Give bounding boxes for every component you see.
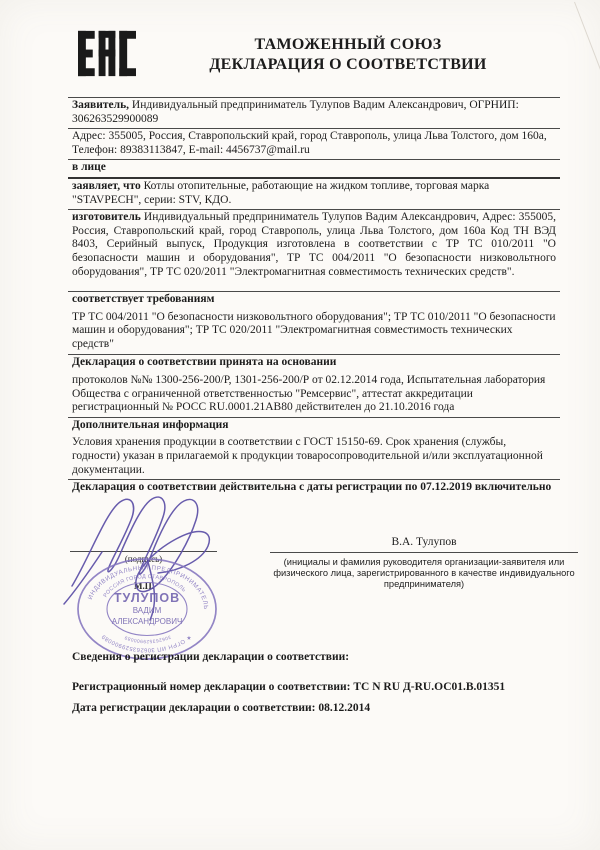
document-title	[136, 35, 560, 75]
complies-header: соответствует требованиям	[72, 293, 215, 306]
scan-crease-artifact	[574, 2, 600, 83]
document-header	[68, 30, 560, 77]
row-manufacturer	[68, 210, 560, 292]
applicant-label: Заявитель,	[72, 99, 130, 111]
stamp-center-surname: ТУЛУПОВ	[113, 591, 181, 605]
head-name-line	[270, 552, 578, 553]
registration-date-line	[72, 702, 370, 716]
eac-conformity-mark-icon	[78, 30, 136, 77]
registration-info-header: Сведения о регистрации декларации о соответствии:	[72, 651, 350, 663]
stamp-inner-bottom-text: 306263529900089	[123, 633, 172, 644]
complies-text: ТР ТС 004/2011 "О безопасности низковольтного оборудования"; ТР ТС 010/2011 "О безопасности машин и оборудования"; ТР ТС 020/2011 "Электромагнитная совместимость технических средств"	[72, 310, 556, 350]
declaration-table	[68, 97, 560, 499]
stamp-place-label: М.П.	[134, 581, 154, 591]
row-basis	[68, 355, 560, 418]
title-line-2: ДЕКЛАРАЦИЯ О СООТВЕТСТВИИ	[209, 56, 487, 73]
registration-number-value: ТС N RU Д-RU.ОС01.В.01351	[353, 681, 506, 693]
stamp-center-firstname: ВАДИМ	[132, 606, 162, 615]
additional-text: Условия хранения продукции в соответствии с ГОСТ 15150-69. Срок хранения (службы, годности) указан в прилагаемой к продукции товаросопроводительной и/или эксплуатационной документации.	[72, 436, 543, 476]
row-in-person	[68, 160, 560, 179]
stamp-outer-bottom-text: ★ ОГРН ИП 306263529900089	[100, 632, 193, 653]
stamp-center-patronymic: АЛЕКСАНДРОВИЧ	[111, 617, 183, 626]
head-name: В.А. Тулупов	[391, 536, 457, 548]
manufacturer-label: изготовитель	[72, 211, 141, 224]
applicant-ogrnip: 306263529900089	[72, 112, 159, 125]
row-applicant	[68, 98, 560, 129]
registration-number-line	[72, 681, 505, 695]
registration-date-value: 08.12.2014	[318, 702, 371, 714]
manufacturer-text: Индивидуальный предприниматель Тулупов Вадим Александрович, Адрес: 355005, Россия, Ставропольский край, город Ставрополь, улица Льва Толстого, дом 160а Код ТН ВЭД 8403, Серийный выпуск, Продукция изготовлена в соответствии с ТР ТС 010/2011 "О безопасности машин и оборудования", ТР ТС 004/2011 "О безопасности низковольтного оборудования", ТР ТС 020/2011 "Электромагнитная совместимость технических средств".	[72, 211, 556, 278]
signature-caption: (подпись)	[124, 554, 163, 564]
basis-text: протоколов №№ 1300-256-200/Р, 1301-256-200/Р от 02.12.2014 года, Испытательная лаборатория Общества с ограниченной ответственностью "Ремсервис", аттестат аккредитации регистрационный № РОСС RU.0001.21АВ80 действителен до 21.10.2016 года	[72, 374, 546, 414]
declares-label: заявляет, что	[72, 179, 141, 192]
in-person-label: в лице	[72, 161, 106, 174]
registration-number-label: Регистрационный номер декларации о соответствии:	[72, 681, 351, 693]
applicant-text: Индивидуальный предприниматель Тулупов Вадим Александрович, ОГРНИП:	[131, 99, 519, 111]
registration-date-label: Дата регистрации декларации о соответствии:	[72, 702, 316, 714]
row-additional-info	[68, 418, 560, 480]
stamp-inner-top-text: РОССИЯ ГОРОД СТАВРОПОЛЬ	[102, 573, 187, 599]
row-address	[68, 129, 560, 160]
stamp-outer-top-text: ИНДИВИДУАЛЬНЫЙ ПРЕДПРИНИМАТЕЛЬ	[86, 564, 210, 611]
round-stamp	[74, 556, 220, 662]
address-text: Адрес: 355005, Россия, Ставропольский край, город Ставрополь, улица Льва Толстого, дом 160а, Телефон: 89383113847, E-mail: 4456737@mail.ru	[72, 130, 547, 156]
title-line-1: ТАМОЖЕННЫЙ СОЮЗ	[254, 36, 442, 53]
row-declares	[68, 179, 560, 210]
declares-text: Котлы отопительные, работающие на жидком топливе, торговая марка "STAVPECH", серии: STV, КДО.	[72, 179, 490, 206]
head-name-caption: (инициалы и фамилия руководителя организации-заявителя или физического лица, зарегистрированного в качестве индивидуального предпринимателя)	[273, 557, 575, 590]
validity-text: Декларация о соответствии действительна с даты регистрации по 07.12.2019 включительно	[72, 481, 552, 494]
row-complies	[68, 292, 560, 354]
additional-header: Дополнительная информация	[72, 418, 229, 431]
basis-header: Декларация о соответствии принята на основании	[72, 355, 337, 368]
